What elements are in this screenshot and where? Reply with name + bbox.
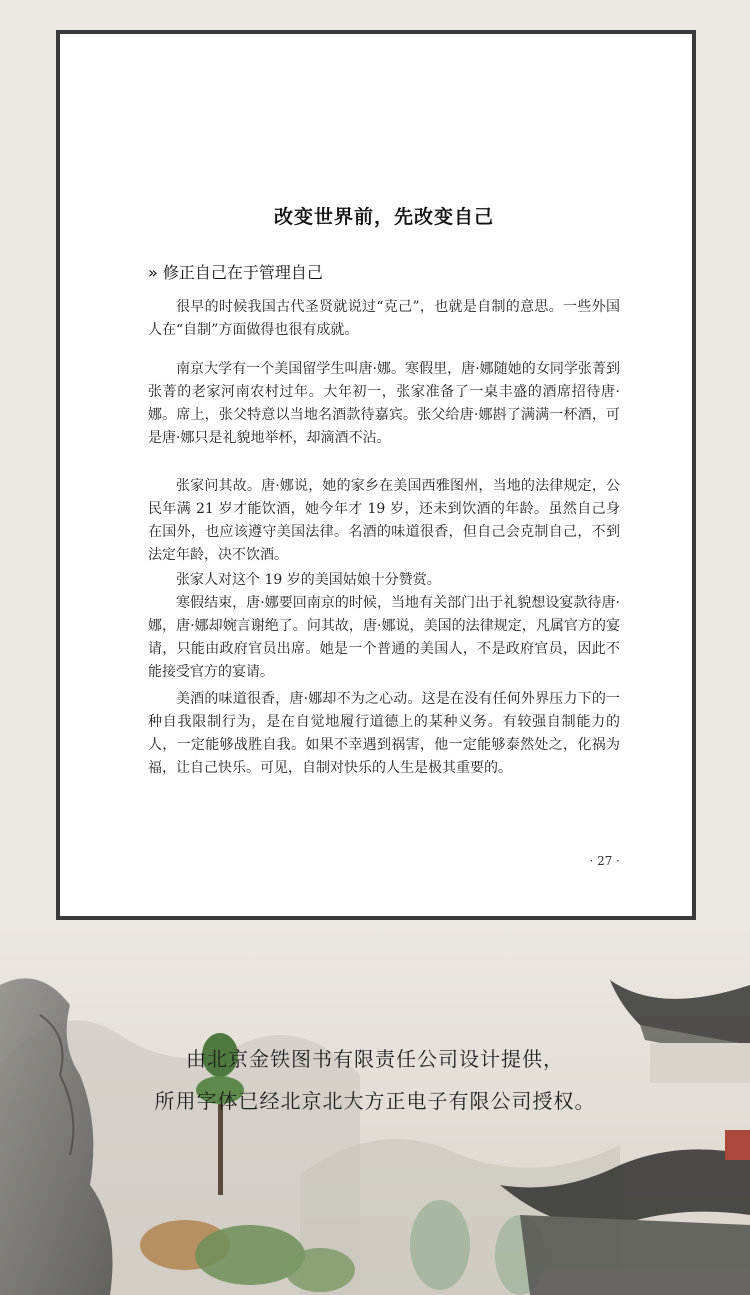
section-heading: » 修正自己在于管理自己 — [148, 263, 323, 282]
book-page — [56, 30, 696, 920]
paragraph-2: 南京大学有一个美国留学生叫唐·娜。寒假里，唐·娜随她的女同学张菁到张菁的老家河南农村过年。大年初一，张家准备了一桌丰盛的酒席招待唐·娜。席上，张父特意以当地名酒款待嘉宾。张父给唐·娜斟了满满一杯酒，可是唐·娜只是礼貌地举杯，却滴酒不沾。 — [148, 361, 620, 446]
paragraph-3: 张家问其故。唐·娜说，她的家乡在美国西雅图州，当地的法律规定，公民年满 21 岁才能饮酒，她今年才 19 岁，还未到饮酒的年龄。虽然自己身在国外，也应该遵守美国法律。名酒的味道很香，但自己会克制自己，不到法定年龄，决不饮酒。 — [148, 478, 620, 563]
chapter-title: 改变世界前，先改变自己 — [273, 206, 494, 228]
landscape-illustration — [0, 925, 750, 1295]
credit-line-1: 由北京金铁图书有限责任公司设计提供， — [186, 1047, 564, 1071]
paragraph-6: 美酒的味道很香，唐·娜却不为之心动。这是在没有任何外界压力下的一种自我限制行为，是在自觉地履行道德上的某种义务。有较强自制能力的人，一定能够战胜自我。如果不幸遇到祸害，他一定能够泰然处之，化祸为福，让自己快乐。可见，自制对快乐的人生是极其重要的。 — [148, 691, 620, 776]
credit-line-2: 所用字体已经北京北大方正电子有限公司授权。 — [154, 1089, 596, 1113]
paragraph-4: 张家人对这个 19 岁的美国姑娘十分赞赏。 — [176, 572, 441, 588]
page-number: · 27 · — [589, 854, 620, 868]
paragraph-5: 寒假结束，唐·娜要回南京的时候，当地有关部门出于礼貌想设宴款待唐·娜，唐·娜却婉言谢绝了。问其故，唐·娜说，美国的法律规定，凡属官方的宴请，只能由政府官员出席。她是一个普通的美国人，不是政府官员，因此不能接受官方的宴请。 — [148, 595, 620, 680]
paragraph-1: 很早的时候我国古代圣贤就说过“克己”，也就是自制的意思。一些外国人在“自制”方面做得也很有成就。 — [148, 299, 620, 338]
